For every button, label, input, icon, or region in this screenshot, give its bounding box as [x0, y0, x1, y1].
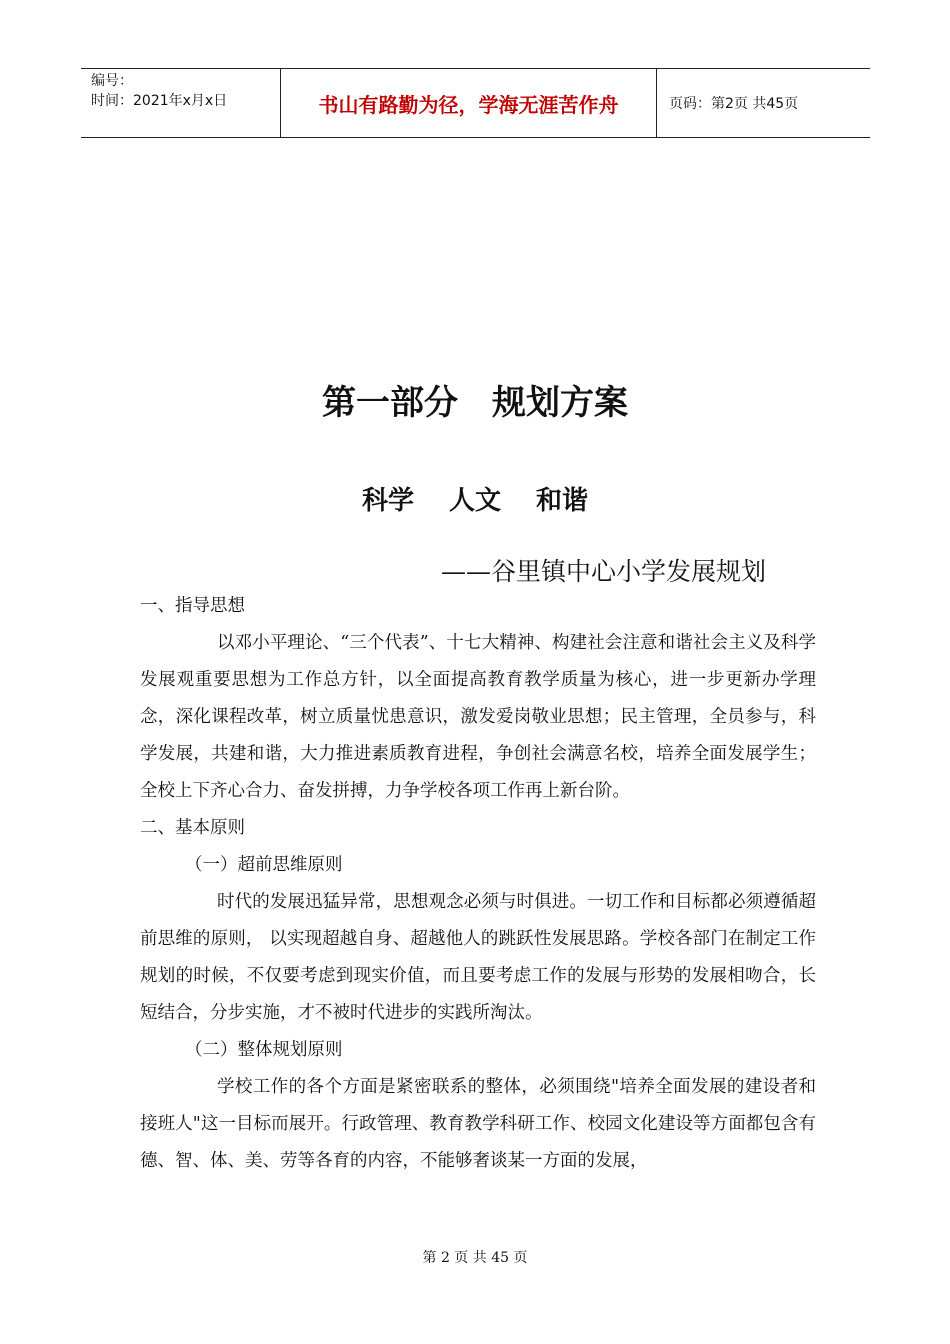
paragraph: 以邓小平理论、“三个代表”、十七大精神、构建社会注意和谐社会主义及科学发展观重要思想为工作总方针，以全面提高教育教学质量为核心，进一步更新办学理念，深化课程改革，树立质量忧患意识，激发爱岗敬业思想；民主管理，全员参与，科学发展，共建和谐，大力推进素质教育进程，争创社会满意名校，培养全面发展学生；全校上下齐心合力、奋发拼搏，力争学校各项工作再上新台阶。: [140, 633, 816, 801]
document-byline: ——谷里镇中心小学发展规划: [441, 557, 767, 586]
header-meta: [81, 69, 281, 137]
page-header: [81, 68, 870, 138]
document-body: [140, 588, 816, 1180]
paragraph: 时代的发展迅猛异常，思想观念必须与时俱进。一切工作和目标都必须遵循超前思维的原则， 以实现超越自身、超越他人的跳跃性发展思路。学校各部门在制定工作规划的时候，不仅要考虑到现实价值，而且要考虑工作的发展与形势的发展相吻合，长短结合，分步实施，才不被时代进步的实践所淘汰。: [140, 892, 816, 1023]
page-footer: 第 2 页 共 45 页: [422, 1250, 528, 1266]
document-subtitle: 科学 人文 和谐: [361, 486, 589, 516]
section-heading: 二、基本原则: [140, 818, 245, 838]
document-title: 第一部分 规划方案: [322, 383, 628, 423]
subsection-heading: （二）整体规划原则: [185, 1040, 343, 1060]
section-heading: 一、指导思想: [140, 596, 245, 616]
time-label: 时间：2021年x月x日: [91, 93, 228, 109]
number-label: 编号：: [91, 73, 133, 89]
header-page-label: 页码：第2页 共45页: [669, 96, 799, 112]
header-motto: 书山有路勤为径，学海无涯苦作舟: [281, 69, 657, 137]
subsection-heading: （一）超前思维原则: [185, 855, 343, 875]
paragraph: 学校工作的各个方面是紧密联系的整体，必须围绕"培养全面发展的建设者和接班人"这一目标而展开。行政管理、教育教学科研工作、校园文化建设等方面都包含有德、智、体、美、劳等各育的内容，不能够奢谈某一方面的发展，: [140, 1077, 816, 1171]
